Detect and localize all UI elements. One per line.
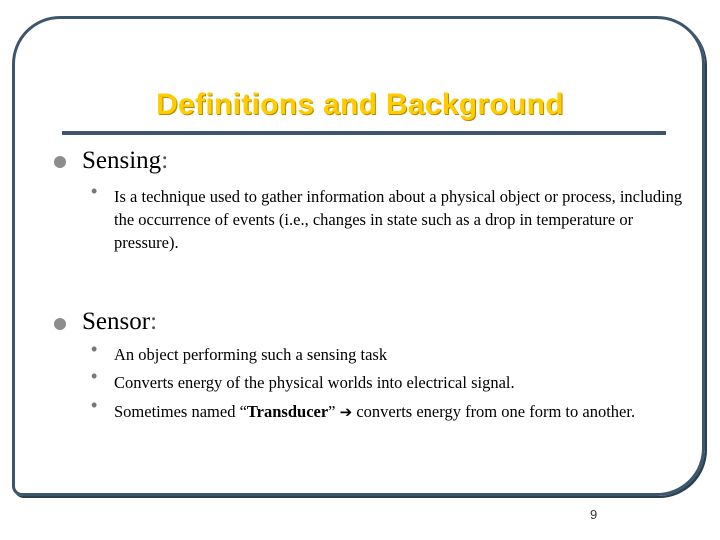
section-heading-sensor: Sensor: xyxy=(82,308,158,335)
section-heading-sensing: Sensing: xyxy=(82,147,169,174)
bullet-icon xyxy=(54,156,66,168)
right-arrow-icon: ➔ xyxy=(339,403,353,421)
sensing-definition: Is a technique used to gather information about a physical object or process, including the occurrence of events (i.e., changes in state such as a drop in temperature or pressure). xyxy=(114,187,683,252)
sub-bullet-icon: • xyxy=(91,395,98,415)
sub-bullet-icon: • xyxy=(91,339,98,359)
sub-bullet-icon: • xyxy=(91,366,98,386)
slide-title: Definitions and Background xyxy=(156,88,564,121)
transducer-term: Transducer xyxy=(246,402,329,421)
title-underline xyxy=(62,131,666,135)
bullet-icon xyxy=(54,318,66,330)
page-number: 9 xyxy=(590,507,598,522)
sensor-point-2: Converts energy of the physical worlds into electrical signal. xyxy=(114,373,515,392)
sensor-point-3: Sometimes named “Transducer” ➔ converts energy from one form to another. xyxy=(114,402,636,421)
sensor-point-1: An object performing such a sensing task xyxy=(114,345,388,364)
sub-bullet-icon: • xyxy=(91,181,98,201)
